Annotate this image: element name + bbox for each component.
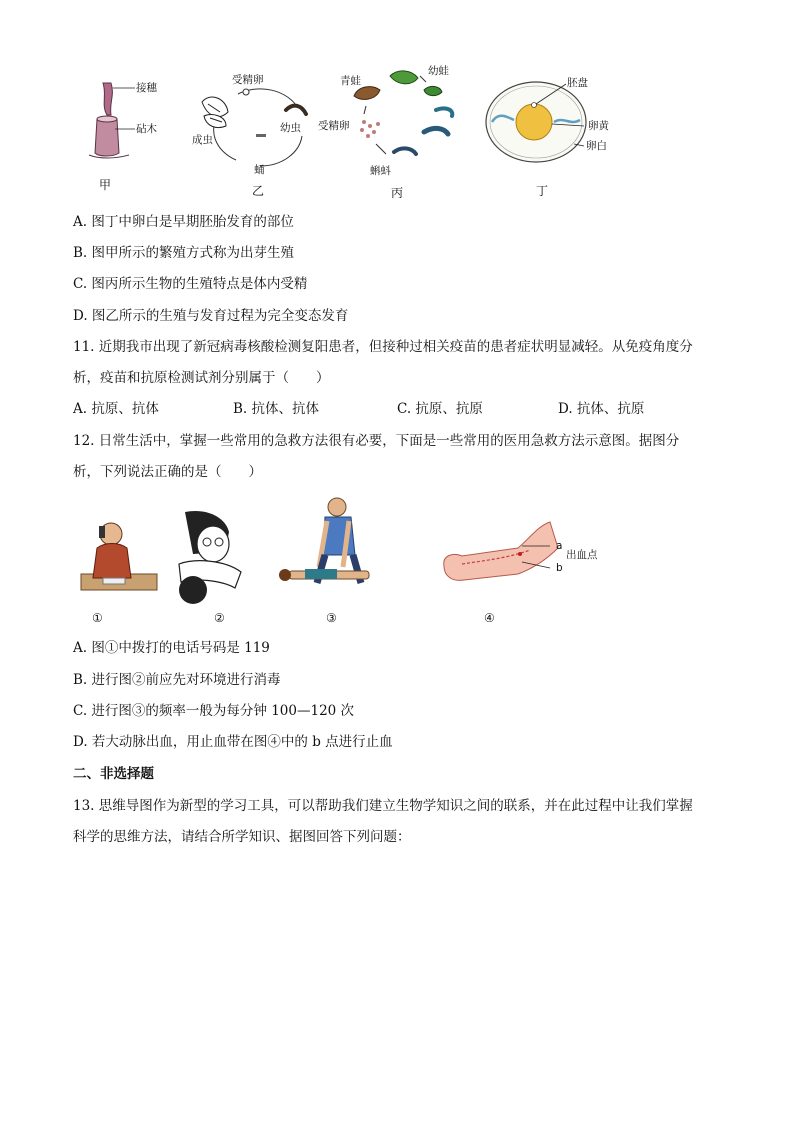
q12-caption-2: ② — [214, 611, 225, 625]
figure-bing — [318, 62, 478, 200]
q10-option-b: B. 图甲所示的繁殖方式称为出芽生殖 — [73, 245, 295, 261]
q12-option-c: C. 进行图③的频率一般为每分钟 100—120 次 — [73, 703, 355, 719]
q12-figure-4 — [438, 518, 618, 628]
caption-bing: 丙 — [391, 186, 404, 200]
q12-fig4-label-b: b — [556, 562, 563, 574]
q12-figure-3 — [275, 495, 390, 628]
q12-caption-1: ① — [92, 611, 103, 625]
figure-ding — [484, 72, 624, 200]
label-rootstock: 砧木 — [136, 123, 157, 135]
q12-figure-2 — [165, 508, 255, 628]
label-yolk: 卵黄 — [588, 120, 609, 132]
label-froglet: 幼蛙 — [428, 65, 449, 77]
q13-stem-line1: 13. 思维导图作为新型的学习工具，可以帮助我们建立生物学知识之间的联系，并在此过程中让我们掌握 — [73, 798, 693, 814]
q11-stem-line1: 11. 近期我市出现了新冠病毒核酸检测复阳患者，但接种过相关疫苗的患者症状明显减轻。从免疫角度分 — [73, 339, 693, 355]
q12-fig4-label-bleed: 出血点 — [566, 549, 598, 561]
q11-stem-line2: 析，疫苗和抗原检测试剂分别属于（ ） — [73, 370, 330, 386]
caption-ding: 丁 — [536, 184, 549, 198]
arm-artery-illustration — [438, 518, 568, 588]
q12-fig4-label-a: a — [556, 540, 563, 552]
label-fertilized-egg-yi: 受精卵 — [232, 74, 264, 86]
q10-option-a: A. 图丁中卵白是早期胚胎发育的部位 — [73, 214, 294, 230]
caption-yi: 乙 — [252, 184, 265, 198]
q10-option-c: C. 图丙所示生物的生殖特点是体内受精 — [73, 276, 308, 292]
label-frog: 青蛙 — [340, 75, 361, 87]
caption-jia: 甲 — [99, 178, 112, 192]
label-albumen: 卵白 — [586, 140, 607, 152]
label-scion: 接穗 — [136, 82, 157, 94]
phone-call-illustration — [75, 508, 165, 598]
label-pupa: 蛹 — [254, 164, 265, 176]
section-heading: 二、非选择题 — [73, 766, 154, 782]
q11-option-c: C. 抗原、抗原 — [397, 401, 483, 417]
label-tadpole: 蝌蚪 — [370, 165, 391, 177]
q13-stem-line2: 科学的思维方法，请结合所学知识、据图回答下列问题： — [73, 829, 411, 845]
q12-figure-1 — [75, 508, 165, 628]
figure-yi — [190, 72, 320, 200]
q12-caption-3: ③ — [326, 611, 337, 625]
label-adult: 成虫 — [192, 134, 213, 146]
figure-jia — [85, 75, 165, 200]
q10-option-d: D. 图乙所示的生殖与发育过程为完全变态发育 — [73, 308, 349, 324]
q11-option-b: B. 抗体、抗体 — [233, 401, 320, 417]
q12-stem-line1: 12. 日常生活中，掌握一些常用的急救方法很有必要，下面是一些常用的医用急救方法示意图。据图分 — [73, 433, 680, 449]
rescue-breathing-illustration — [165, 508, 255, 608]
label-fertilized-egg-bing: 受精卵 — [318, 120, 350, 132]
q12-option-a: A. 图①中拨打的电话号码是 119 — [73, 640, 270, 656]
q12-option-d: D. 若大动脉出血，用止血带在图④中的 b 点进行止血 — [73, 734, 393, 750]
label-larva: 幼虫 — [280, 122, 301, 134]
q12-caption-4: ④ — [484, 611, 495, 625]
q11-option-a: A. 抗原、抗体 — [73, 401, 159, 417]
q12-stem-line2: 析，下列说法正确的是（ ） — [73, 464, 262, 480]
label-blastodisc: 胚盘 — [567, 77, 588, 89]
q12-option-b: B. 进行图②前应先对环境进行消毒 — [73, 672, 281, 688]
cpr-illustration — [275, 495, 390, 595]
q11-option-d: D. 抗体、抗原 — [558, 401, 645, 417]
